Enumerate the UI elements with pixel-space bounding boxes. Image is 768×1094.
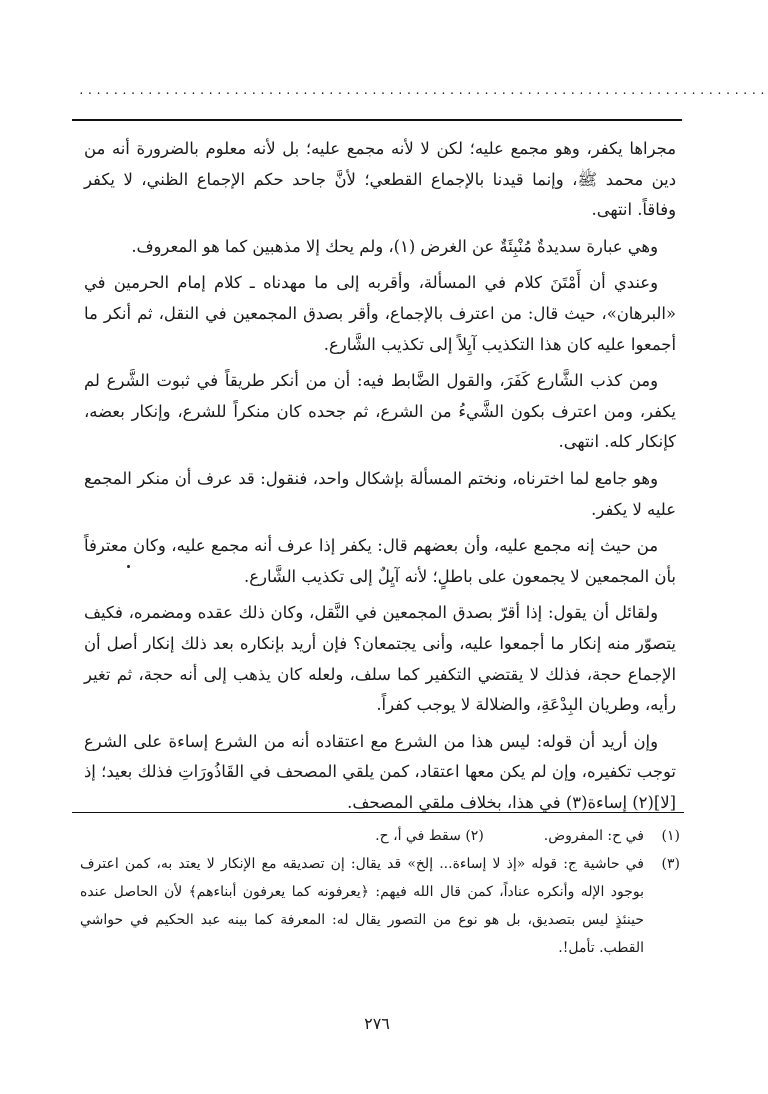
- footnote-row-1: [80, 822, 680, 850]
- footnote-row-3: [80, 850, 680, 962]
- paragraph-6: من حيث إنه مجمع عليه، وأن بعضهم قال: يكفر إذا عرف أنه مجمع عليه، وكان معترفاً بأن المجمعين لا يجمعون على باطلٍ؛ لأنه آيِلٌ إلى تكذيب الشَّارع.: [84, 536, 676, 586]
- main-text: [84, 134, 676, 824]
- footnote-2-number: (٢): [465, 828, 484, 844]
- footnotes: [80, 822, 680, 962]
- footnote-2-text: سقط في أ، ح.: [375, 828, 461, 844]
- footnote-1-text: في ح: المفروض.: [543, 828, 644, 844]
- footnote-rule: [72, 812, 684, 813]
- footnote-3-text: في حاشية ج: قوله «إذ لا إساءة... إلخ» قد يقال: إن تصديقه مع الإنكار لا يعتد به، كمن اعترف بوجود الإله وأنكره عناداً، كمن قال الله فيهم: ﴿يعرفونه كما يعرفون أبناءهم﴾ لأن الحاصل عنده حينئذٍ ليس بتصديق، بل هو نوع من التصور يقال له: المعرفة كما بينه عبد الحكيم في حواشي القطب. تأمل!.: [80, 856, 644, 956]
- paragraph-1: مجراها يكفر، وهو مجمع عليه؛ لكن لا لأنه مجمع عليه؛ بل لأنه معلوم بالضرورة أنه من دين محمد ﷺ، وإنما قيدنا بالإجماع القطعي؛ لأنَّ جاحد حكم الإجماع الظني، لا يكفر وفاقاً. انتهى.: [84, 139, 676, 220]
- paragraph-4: ومن كذب الشَّارع كَفَرَ، والقول الضَّابط فيه: أن من أنكر طريقاً في ثبوت الشَّرع لم يكفر، ومن اعترف بكون الشَّيءُ من الشرع، ثم جحده كان منكراً للشرع، وإنكار بعضه، كإنكار كله. انتهى.: [84, 371, 676, 452]
- header-dotted-line: ................................................................................: [78, 84, 768, 97]
- paragraph-2: وهي عبارة سديدةٌ مُنْبِئَةٌ عن الغرض (١)، ولم يحك إلا مذهبين كما هو المعروف.: [131, 236, 658, 256]
- header-rule: [72, 119, 682, 121]
- page-number: ٢٧٦: [364, 1014, 390, 1033]
- paragraph-3: وعندي أن أَمْتَنَ كلام في المسألة، وأقربه إلى ما مهدناه ـ كلام إمام الحرمين في «البرهان»، حيث قال: من اعترف بالإجماع، وأقر بصدق المجمعين في النقل، ثم أنكر ما أجمعوا عليه كان هذا التكذيب آيِلاً إلى تكذيب الشَّارع.: [84, 273, 676, 354]
- footnote-2-group: [375, 822, 484, 850]
- stray-dot: [127, 565, 130, 568]
- footnote-1-number: (١): [661, 828, 680, 844]
- paragraph-8: وإن أريد أن قوله: ليس هذا من الشرع مع اعتقاده أنه من الشرع إساءة على الشرع توجب تكفيره، وإن لم يكن معها اعتقاد، كمن يلقي المصحف في القَاذُورَاتِ فذلك بعيد؛ إذ [لا](٢) إساءة(٣) في هذا، بخلاف ملقي المصحف.: [84, 731, 676, 812]
- paragraph-5: وهو جامع لما اخترناه، ونختم المسألة بإشكال واحد، فنقول: قد عرف أن منكر المجمع عليه لا يكفر.: [84, 468, 676, 519]
- paragraph-7: ولقائل أن يقول: إذا أقرّ بصدق المجمعين في النَّقل، وكان ذلك عقده ومضمره، فكيف يتصوّر منه إنكار ما أجمعوا عليه، وأنى يجتمعان؟ فإن أريد بإنكاره بعد ذلك إنكار أصل أن الإجماع حجة، فذلك لا يقتضي التكفير كما سلف، ولعله كان يذهب إلى أنه حجة، ثم تغير رأيه، وطريان البِدْعَةِ، والضلالة لا يوجب كفراً.: [84, 603, 676, 715]
- footnote-3-number: (٣): [661, 856, 680, 872]
